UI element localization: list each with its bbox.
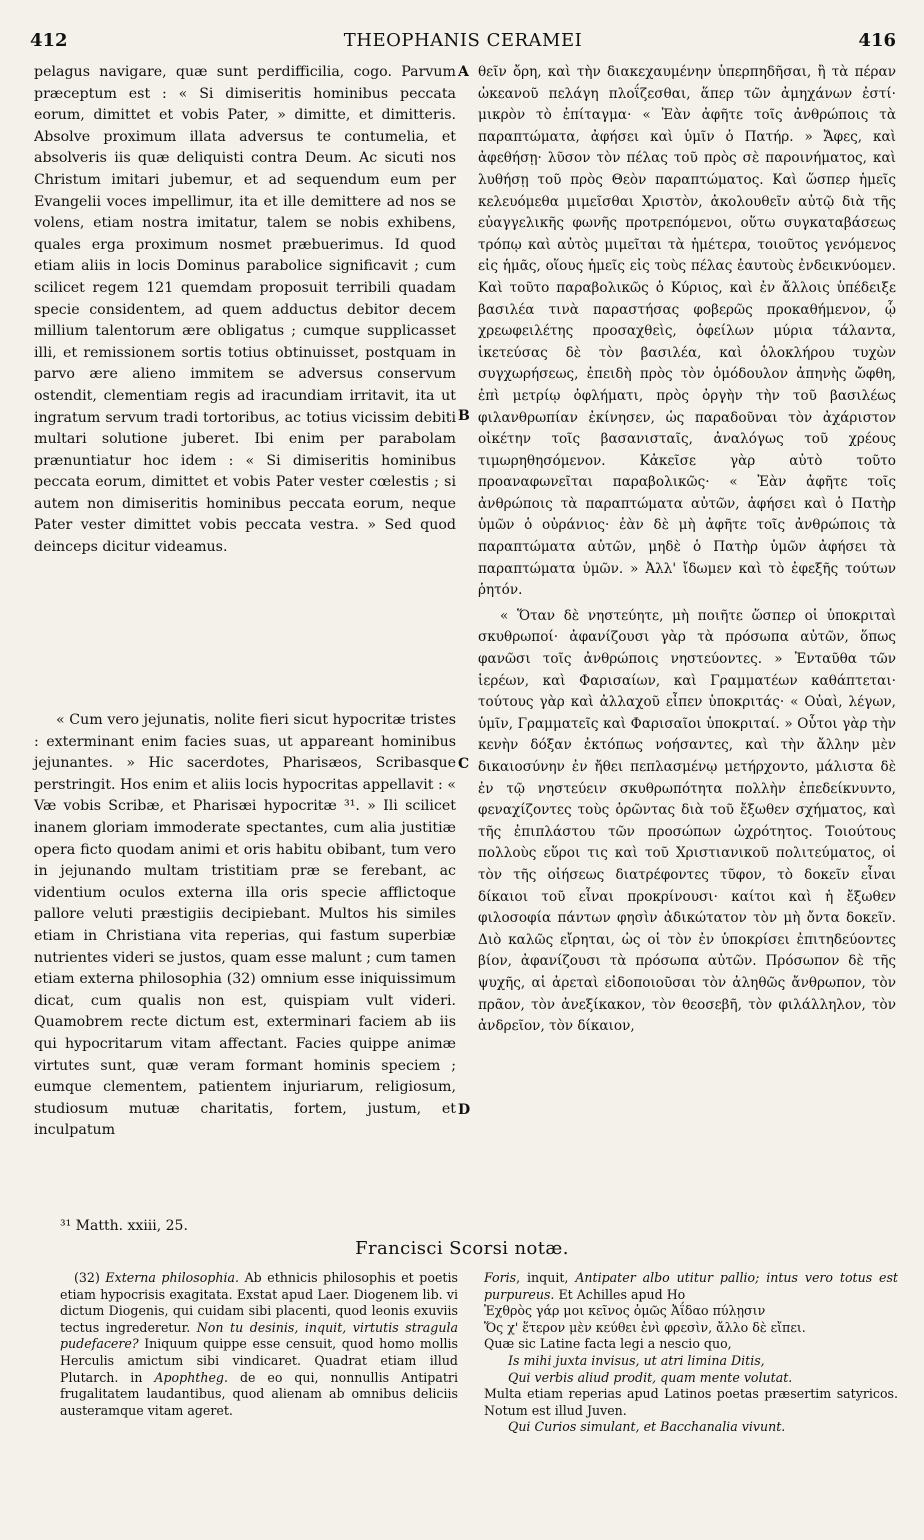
note-right-text-2: Multa etiam reperias apud Latinos poetas præsertim satyricos. Notum est illud Juven. (484, 1386, 898, 1418)
section-marker-c: C (458, 756, 470, 772)
note-number: (32) (74, 1270, 100, 1285)
note-text-3: de eo qui, nonnullis Antipatri frugalitatem laudantibus, quod alienam ab omnibus deliciis austeramque vitam ageret. (60, 1369, 458, 1418)
note-text-1: Ab ethnicis philosophis et poetis etiam hypocrisis exagitata. Exstat apud Laer. Diogenem lib. vi dictum Diogenis, qui cuidam sibi placenti, quod leonis exuviis tectus ingrederetur. (60, 1270, 458, 1335)
note-right-inquit: , inquit, (516, 1270, 569, 1285)
note-lemma: Externa philosophia. (105, 1270, 239, 1285)
latin-verse-1: Is mihi juxta invisus, ut atri limina Ditis, (508, 1352, 765, 1368)
note-right-achilles: Et Achilles apud Ho (558, 1286, 686, 1302)
latin-column-top (34, 62, 456, 559)
latin-verse-2: Qui verbis aliud prodit, quam mente volutat. (508, 1369, 793, 1385)
note-right-antipater: Antipater albo utitur pallio; intus vero totus est purpureus. (484, 1270, 898, 1302)
greek-column (478, 62, 896, 1038)
greek-paragraph-2: « Ὅταν δὲ νηστεύητε, μὴ ποιῆτε ὥσπερ οἱ ὑποκριταὶ σκυθρωποί· ἀφανίζουσι γὰρ τὰ πρόσωπα αὐτῶν, ὅπως φανῶσι τοῖς ἀνθρώποις νηστεύοντες. » Ἐνταῦθα τῶν ἱερέων, καὶ Φαρισαίων, καὶ Γραμματέων καθάπτεται· τούτους γὰρ καὶ ἀλλαχοῦ εἶπεν ὑποκριτάς· « Οὐαὶ, λέγων, ὑμῖν, Γραμματεῖς καὶ Φαρισαῖοι ὑποκριταί. » Οὗτοι γὰρ τὴν κενὴν δόξαν ἐκτόπως νοήσαντες, καὶ τὴν ἄλλην μὲν δικαιοσύνην ἐν ἤθει πεπλασμένῳ μετήρχοντο, μάλιστα δὲ ἐν τῷ νηστεύειν σκυθρωπότητα πολλὴν ἐπεδείκνυντο, φεναχίζοντες τοὺς ὁρῶντας διὰ τοῦ ἔξωθεν σχήματος, καὶ τῆς ἐπιπλάστου τῶν προσώπων ὠχρότητος. Τοιούτους πολλοὺς εὕροι τις καὶ τοῦ Χριστιανικοῦ πολιτεύματος, οἱ τὸν τῆς οἰήσεως διατρέφοντες τῦφον, τὸ δοκεῖν εἶναι δίκαιοι τοῦ εἶναι προκρίνουσι· καίτοι καὶ ἡ ἔξωθεν φιλοσοφία πάντων φησὶν ἀδικώτατον τὸν μὴ ὄντα δοκεῖν. Διὸ καλῶς εἴρηται, ὡς οἱ τὸν ἐν ὑποκρίσει ἐπιτηδεύοντες βίον, ἀφανίζουσι τὰ πρόσωπα αὐτῶν. Πρόσωπον δὲ τῆς ψυχῆς, αἱ ἀρεταὶ εἰδοποιοῦσαι τὸν ἀληθῶς ἄνθρωπον, τὸν πρᾶον, τὸν ἀνεξίκακον, τὸν θεοσεβῆ, τὸν φιλάλληλον, τὸν ἀνδρεῖον, τὸν δίκαιον, (478, 607, 896, 1035)
note-32 (60, 1270, 458, 1419)
page-number-left: 412 (30, 30, 68, 51)
latin-paragraph-2: « Cum vero jejunatis, nolite fieri sicut hypocritæ tristes : exterminant enim facies suas, ut appareant hominibus jejunantes. » Hic sacerdotes, Pharisæos, Scribasque perstringit. Hos enim et aliis locis hypocritas appellavit : « Væ vobis Scribæ, et Pharisæi hypocritæ ³¹. » Ili scilicet inanem gloriam immoderate spectantes, cum alia justitiæ opera ficto quodam animi et oris habitu obibant, tum vero in jejunando multam tristitiam præ se ferebant, ac videntium oculos externa illa oris specie afflictoque pallore veluti præstigiis decipiebant. Multos his similes etiam in Christiana vita reperias, qui fastum superbiæ nutrientes videri se justos, quam esse malunt ; cum tamen etiam externa philosophia (32) omnium esse iniquissimum dicat, cum qualis non est, quispiam vult videri. Quamobrem recte dictum est, exterminari faciem ab iis qui hypocritarum vitam affectant. Facies quippe animæ virtutes sunt, quæ veram formant hominis speciem ; eumque clementem, patientem injuriarum, religiosum, studiosum mutuæ charitatis, fortem, justum, et inculpatum (34, 712, 456, 1139)
note-right-text-1: Quæ sic Latine facta legi a nescio quo, (484, 1336, 732, 1352)
greek-paragraph-1: θεῖν ὄρη, καὶ τὴν διακεχαυμένην ὑπερπηδῆσαι, ἢ τὰ πέραν ὠκεανοῦ πελάγη πλοΐζεσθαι, ἅπερ τῶν ἀμηχάνων ἐστί· μικρὸν τὸ ἐπίταγμα· « Ἐὰν ἀφῆτε τοῖς ἀνθρώποις τὰ παραπτώματα, ἀφήσει καὶ ὑμῖν ὁ Πατήρ. » Ἄφες, καὶ ἀφεθήσῃ· λῦσον τὸν πέλας τοῦ πρὸς σὲ παροινήματος, καὶ λυθήσῃ τοῦ πρὸς Θεὸν παραπτώματος. Καὶ ὥσπερ ἡμεῖς κελευόμεθα μιμεῖσθαι Χριστὸν, ἀκολουθεῖν αὐτῷ διὰ τῆς εὐαγγελικῆς φωνῆς προτρεπόμενοι, οὕτω συγκαταβάσεως τρόπῳ καὶ αὐτὸς μιμεῖται τὰ ἡμέτερα, τοιοῦτος γενόμενος εἰς ἡμᾶς, οἵους ἡμεῖς εἰς τοὺς πέλας ἑαυτοὺς ἐνδεικνύομεν. Καὶ τοῦτο παραβολικῶς ὁ Κύριος, καὶ ἐν ἄλλοις ὑπέδειξε βασιλέα τινὰ παραστήσας φοβερῶς προκαθήμενον, ᾧ χρεωφειλέτης προσαχθεὶς, ὀφείλων μύρια τάλαντα, ἱκετεύσας δὲ τὸν βασιλέα, καὶ ὁλοκλήρου τυχὼν συγχωρήσεως, ἐπειδὴ πρὸς τὸν ὁμόδουλον ἀπηνὴς ὤφθη, ἐπὶ μετρίῳ ὀφλήματι, πρὸς ὀργὴν τὴν τοῦ βασιλέως φιλανθρωπίαν ἐκίνησεν, ὡς παραδοῦναι τὸν ἀχάριστον οἰκέτην τοῖς βασανισταῖς, ἀναλόγως τοῦ χρέους τιμωρηθησόμενον. Κἀκεῖσε γὰρ αὐτὸ τοῦτο προαναφωνεῖται παραβολικῶς· « Ἐὰν ἀφῆτε τοῖς ἀνθρώποις τὰ παραπτώματα αὐτῶν, ἀφήσει καὶ ὁ Πατὴρ ὑμῶν ὁ οὐράνιος· ἐὰν δὲ μὴ ἀφῆτε τοῖς ἀνθρώποις τὰ παραπτώματα αὐτῶν, μηδὲ ὁ Πατὴρ ὑμῶν ἀφήσει τὰ παραπτώματα ὑμῶν. » Ἀλλ' ἴδωμεν καὶ τὸ ἐφεξῆς τούτων ῥητόν. (478, 64, 896, 599)
page-header (30, 30, 896, 56)
note-right-intro (484, 1270, 898, 1303)
note-quote: Non tu desinis, inquit, virtutis stragula pudefacere? (60, 1319, 458, 1352)
note-text-2: Iniquum quippe esse censuit, quod homo mollis Herculis amictum sibi vindicaret. Quadrat etiam illud Plutarch. in (60, 1336, 458, 1385)
footnote: ³¹ Matth. xxiii, 25. (60, 1218, 188, 1234)
latin-paragraph-1: pelagus navigare, quæ sunt perdifficilia, cogo. Parvum præceptum est : « Si dimiseritis hominibus peccata eorum, dimittet et vobis Pater, » dimitte, et dimitteris. Absolve proximum illata adversus te contumelia, et absolveris iis quæ deliquisti contra Deum. Ac sicuti nos Christum imitari jubemur, et ad sequendum eum per Evangelii voces impellimur, ita et ille demittere ad nos se volens, etiam nostra imitatur, talem se nobis exhibens, quales erga proximum nosmet præbuerimus. Id quod etiam aliis in locis Dominus parabolice significavit ; cum scilicet regem 121 quemdam proposuit terribili quadam specie considentem, ad quem adductus debitor decem millium talentorum ære obligatus ; cumque supplicasset illi, et remissionem sortis totius obtinuisset, postquam in parvo ære alieno immitem se adversus conservum ostendit, clementiam regis ad iracundiam irritavit, ita ut ingratum servum tradi tortoribus, ac totius vicissim debiti multari solutione juberet. Ibi enim per parabolam prænuntiatur hoc idem : « Si dimiseritis hominibus peccata eorum, dimittet et vobis Pater vester cœlestis ; si autem non dimiseritis hominibus peccata eorum, neque Pater vester dimittet vobis peccata vestra. » Sed quod deinceps dicitur videamus. (34, 64, 456, 556)
notes-title: Francisci Scorsi notæ. (355, 1238, 569, 1259)
running-head: THEOPHANIS CERAMEI (343, 30, 583, 51)
greek-verse-2: Ὅς χ' ἕτερον μὲν κεύθει ἐνὶ φρεσὶν, ἄλλο δὲ εἴπει. (484, 1319, 806, 1335)
page-number-right: 416 (858, 30, 896, 51)
notes-right-column (484, 1270, 898, 1436)
notes-left-column (60, 1270, 458, 1419)
greek-verse-1: Ἐχθρὸς γάρ μοι κεῖνος ὁμῶς Ἀΐδαο πύλῃσιν (484, 1303, 766, 1319)
latin-column-bottom (34, 710, 456, 1142)
note-book: Apophtheg. (154, 1369, 228, 1385)
latin-verse-3: Qui Curios simulant, et Bacchanalia vivunt. (508, 1419, 786, 1435)
section-marker-d: D (458, 1102, 471, 1118)
section-marker-b: B (458, 408, 470, 424)
note-right-foris: Foris (484, 1270, 517, 1285)
section-marker-a: A (458, 64, 469, 80)
